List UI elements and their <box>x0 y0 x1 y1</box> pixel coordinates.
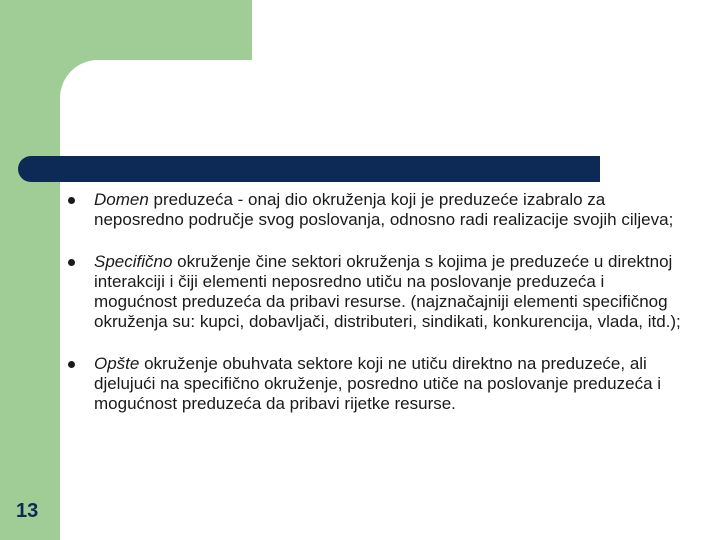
bullet-text: okruženje obuhvata sektore koji ne utiču direktno na preduzeće, ali djelujući na specifično okruženje, posredno utiče na poslovanje preduzeća i mogućnost preduzeća da pribavi rijetke resurse. <box>94 354 662 413</box>
bullet-item-domen <box>68 190 688 230</box>
bullet-term: Specifično <box>94 252 173 271</box>
bullet-item-specificno <box>68 252 688 332</box>
bullet-term: Domen <box>94 190 149 209</box>
bullet-dot-icon <box>68 259 75 266</box>
bullet-term: Opšte <box>94 354 140 373</box>
bullet-list <box>68 190 688 436</box>
slide-number: 13 <box>16 500 39 522</box>
bullet-text: preduzeća - onaj dio okruženja koji je preduzeće izabralo za neposredno područje svog poslovanja, odnosno radi realizacije svojih ciljeva; <box>94 190 674 229</box>
bullet-dot-icon <box>68 361 75 368</box>
title-bar <box>18 156 600 182</box>
bullet-text: okruženje čine sektori okruženja s kojima je preduzeće u direktnoj interakciji i čiji elementi neposredno utiču na poslovanje preduzeća i mogućnost preduzeća da pribavi resurse. (najznačajniji elementi specifičnog okruženja su: kupci, dobavljači, distributeri, sindikati, konkurencija, vlada, itd.); <box>94 252 681 331</box>
bullet-item-opste <box>68 354 688 414</box>
bullet-dot-icon <box>68 197 75 204</box>
